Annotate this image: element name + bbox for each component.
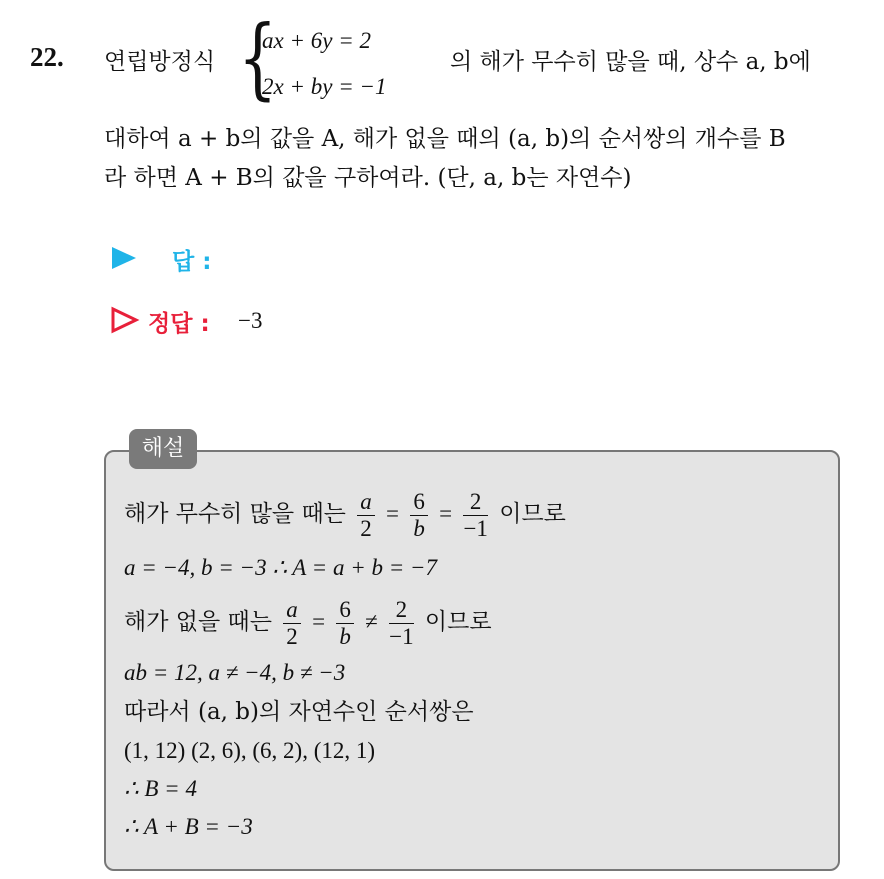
problem-number: 22. [30,42,64,72]
fraction [336,597,354,650]
problem-intro: 연립방정식 [104,49,216,75]
operator: = [386,501,400,526]
sol-text: 해가 무수히 많을 때는 [124,501,346,527]
sol-tail: 이므로 [424,609,492,635]
denominator: b [413,515,425,541]
solution-tag: 해설 [129,429,197,469]
problem-line3: 라 하면 A + B의 값을 구하여라. (단, a, b는 자연수) [104,165,632,191]
denominator: −1 [389,623,414,649]
fraction [283,597,301,650]
outline-arrow-icon [110,306,140,334]
fraction [389,597,413,650]
play-arrow-icon [110,245,138,271]
numerator: 2 [463,489,487,516]
operator: = [312,609,326,634]
solution-line-6: (1, 12) (2, 6), (6, 2), (12, 1) [124,738,376,763]
denominator: b [339,623,351,649]
numerator: 6 [410,489,428,516]
solution-line-7: ∴ B = 4 [124,776,197,801]
correct-answer-value: −3 [238,308,263,333]
sol-text: 해가 없을 때는 [124,609,272,635]
solution-line-1 [124,484,566,544]
fraction [357,489,375,542]
fraction [463,489,487,542]
correct-answer-label: 정답 : [148,311,210,337]
equation-2: 2x + by = −1 [262,74,387,99]
fraction [410,489,428,542]
solution-line-8: ∴ A + B = −3 [124,814,253,839]
numerator: a [357,489,375,516]
problem-line2: 대하여 a + b의 값을 A, 해가 없을 때의 (a, b)의 순서쌍의 개수를 B [104,126,786,152]
solution-line-5: 따라서 (a, b)의 자연수인 순서쌍은 [124,699,474,725]
sol-tail: 이므로 [499,501,566,527]
solution-line-4: ab = 12, a ≠ −4, b ≠ −3 [124,660,346,685]
denominator: 2 [286,623,298,649]
denominator: 2 [360,515,372,541]
answer-label: 답 : [172,249,212,275]
denominator: −1 [463,515,488,541]
numerator: 6 [336,597,354,624]
operator: = [439,501,453,526]
solution-line-2: a = −4, b = −3 ∴ A = a + b = −7 [124,555,438,580]
numerator: 2 [389,597,413,624]
operator: ≠ [365,609,378,634]
solution-line-3 [124,592,492,652]
system-brace: { [238,6,278,109]
equation-1: ax + 6y = 2 [262,28,371,53]
problem-line1-rest: 의 해가 무수히 많을 때, 상수 a, b에 [450,49,811,75]
numerator: a [283,597,301,624]
